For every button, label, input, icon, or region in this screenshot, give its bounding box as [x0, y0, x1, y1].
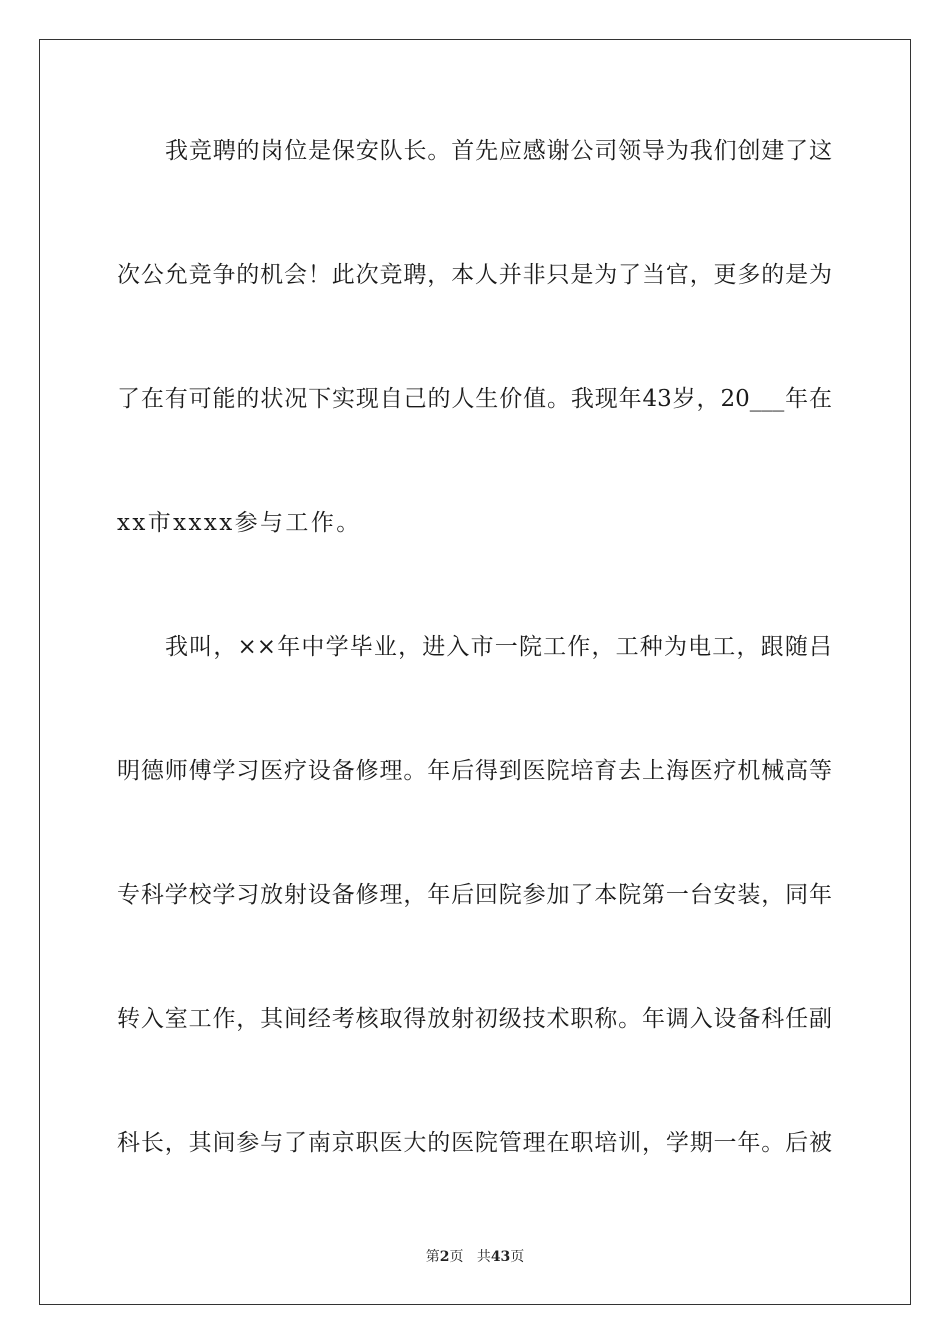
page-border — [39, 39, 911, 1305]
footer-page-prefix: 第 — [425, 1249, 440, 1265]
text-line-5: 我叫，××年中学毕业，进入市一院工作，工种为电工，跟随吕 — [165, 634, 832, 660]
text-line-2: 次公允竞争的机会！此次竞聘，本人并非只是为了当官，更多的是为 — [117, 262, 832, 288]
page-footer — [0, 1248, 950, 1266]
footer-total-number: 43 — [490, 1249, 511, 1265]
text-line-6: 明德师傅学习医疗设备修理。年后得到医院培育去上海医疗机械高等 — [117, 758, 832, 784]
footer-total-prefix: 共 — [476, 1249, 491, 1265]
footer-page-number: 2 — [439, 1249, 450, 1265]
text-line-3: 了在有可能的状况下实现自己的人生价值。我现年43岁，20___年在 — [117, 386, 832, 412]
text-line-9: 科长，其间参与了南京职医大的医院管理在职培训，学期一年。后被 — [117, 1130, 832, 1156]
text-line-8: 转入室工作，其间经考核取得放射初级技术职称。年调入设备科任副 — [117, 1006, 832, 1032]
text-line-4: xx市xxxx参与工作。 — [117, 510, 362, 536]
text-line-7: 专科学校学习放射设备修理，年后回院参加了本院第一台安装，同年 — [117, 882, 832, 908]
text-line-1: 我竞聘的岗位是保安队长。首先应感谢公司领导为我们创建了这 — [165, 138, 832, 164]
footer-total-suffix: 页 — [510, 1249, 525, 1265]
footer-page-suffix: 页 — [449, 1249, 464, 1265]
